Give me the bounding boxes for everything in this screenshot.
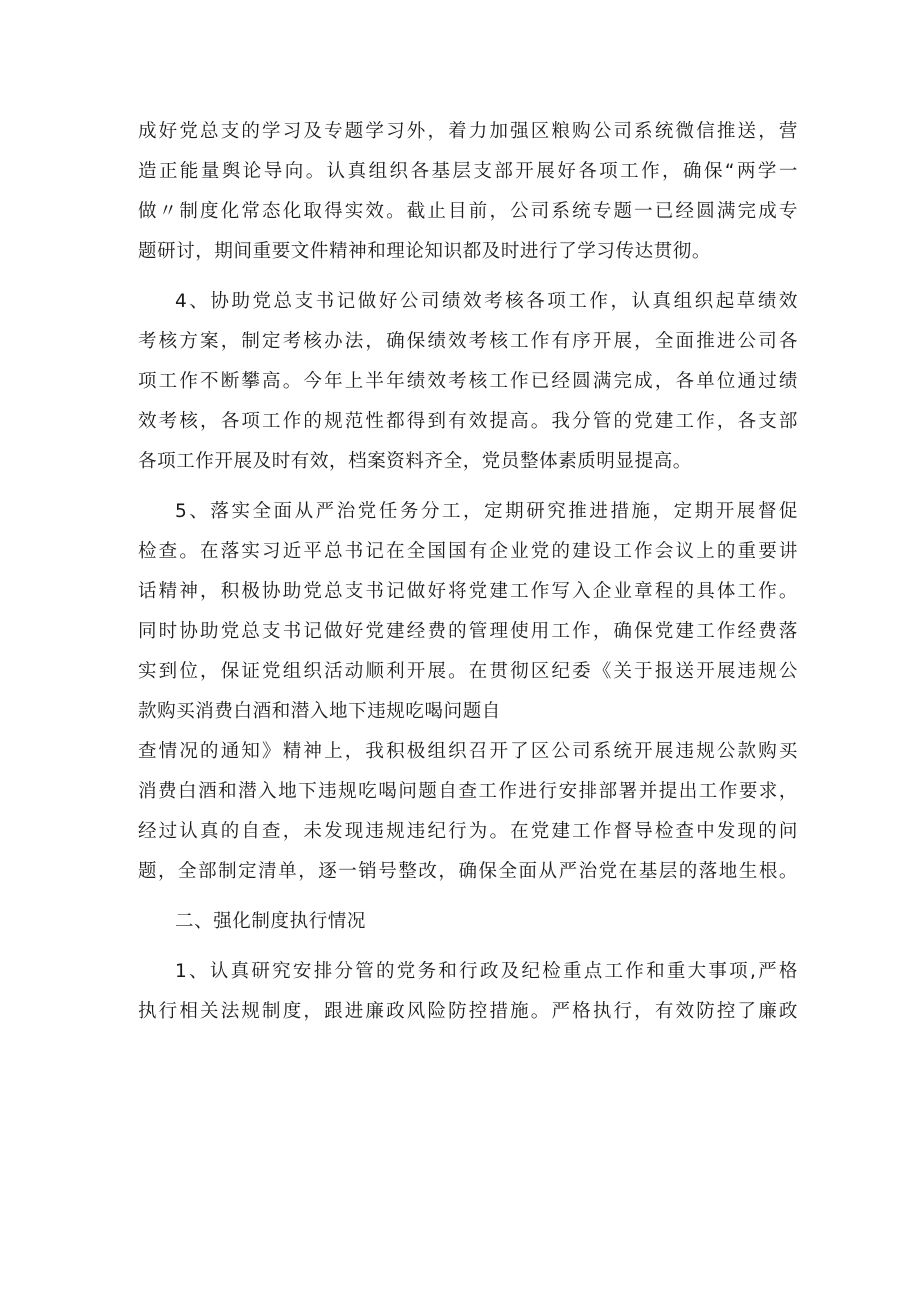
text-line: 查情况的通知》精神上，我积极组织召开了区公司系统开展违规公款购买 [138,741,798,762]
text-line: 款购买消费白酒和潜入地下违规吃喝问题自 [138,701,501,722]
text-line: 执行相关法规制度，跟进廉政风险防控措施。严格执行，有效防控了廉政 [138,1001,798,1022]
text-line: 话精神，积极协助党总支书记做好将党建工作写入企业章程的具体工作。 [138,581,798,602]
text-line: 1、认真研究安排分管的党务和行政及纪检重点工作和重大事项,严格 [175,961,798,982]
document-body [138,112,798,1032]
text-line: 造正能量舆论导向。认真组织各基层支部开展好各项工作，确保“两学一 [138,161,798,182]
text-line: 实到位，保证党组织活动顺利开展。在贯彻区纪委《关于报送开展违规公 [138,661,798,682]
text-line: 效考核，各项工作的规范性都得到有效提高。我分管的党建工作，各支部 [138,411,798,432]
paragraph-spacer [138,942,798,952]
text-line: 5、落实全面从严治党任务分工，定期研究推进措施，定期开展督促 [175,501,798,522]
section-heading-text: 二、强化制度执行情况 [175,911,367,932]
text-line: 检查。在落实习近平总书记在全国国有企业党的建设工作会议上的重要讲 [138,541,798,562]
text-line: 题，全部制定清单，逐一销号整改，确保全面从严治党在基层的落地生根。 [138,861,798,882]
text-line: 经过认真的自查，未发现违规违纪行为。在党建工作督导检查中发现的问 [138,821,798,842]
paragraph-spacer [138,272,798,282]
text-line: 4、协助党总支书记做好公司绩效考核各项工作，认真组织起草绩效 [175,291,798,312]
text-line: 消费白酒和潜入地下违规吃喝问题自查工作进行安排部署并提出工作要求， [138,781,798,802]
text-line: 题研讨，期间重要文件精神和理论知识都及时进行了学习传达贯彻。 [138,241,712,262]
text-line: 考核方案，制定考核办法，确保绩效考核工作有序开展，全面推进公司各 [138,331,798,352]
text-line: 成好党总支的学习及专题学习外，着力加强区粮购公司系统微信推送，营 [138,121,798,142]
text-line: 项工作不断攀高。今年上半年绩效考核工作已经圆满完成，各单位通过绩 [138,371,798,392]
section-heading [138,902,798,942]
paragraph-spacer [138,892,798,902]
paragraph-item-4 [138,282,798,482]
text-line: 同时协助党总支书记做好党建经费的管理使用工作，确保党建工作经费落 [138,621,798,642]
text-line: 各项工作开展及时有效，档案资料齐全，党员整体素质明显提高。 [138,451,692,472]
text-line: 做〃制度化常态化取得实效。截止目前，公司系统专题一已经圆满完成专 [138,201,798,222]
paragraph-item-1 [138,952,798,1032]
paragraph-spacer [138,482,798,492]
paragraph-1 [138,112,798,272]
paragraph-item-5 [138,492,798,892]
